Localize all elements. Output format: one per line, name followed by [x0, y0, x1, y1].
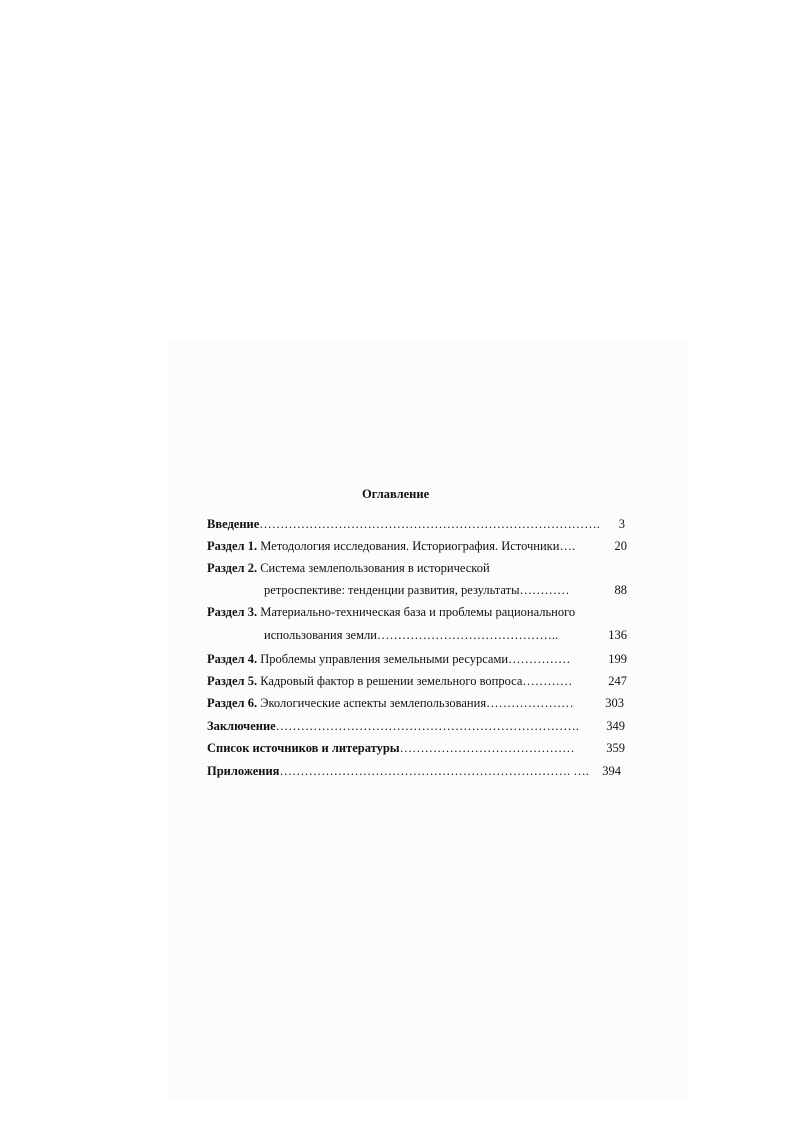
entry-prefix: Раздел 1. — [207, 539, 258, 553]
entry-prefix: Введение — [207, 517, 260, 531]
toc-entry-section-3-continuation — [207, 624, 627, 646]
entry-continuation: использования земли…………………………………….. — [264, 628, 559, 642]
entry-text: Система землепользования в исторической — [257, 561, 490, 575]
entry-continuation: ретроспективе: тенденции развития, результаты………… — [264, 583, 570, 597]
entry-prefix: Раздел 4. — [207, 652, 258, 666]
toc-entry-introduction — [207, 513, 627, 535]
entry-prefix: Список источников и литературы — [207, 741, 400, 755]
toc-title: Оглавление — [362, 487, 430, 501]
toc-entry-section-3 — [207, 601, 627, 623]
entry-text: ………………………………………………………………………. — [259, 517, 600, 531]
entry-text: Материально-техническая база и проблемы рационального — [257, 605, 576, 619]
entry-prefix: Заключение — [207, 719, 276, 733]
entry-prefix: Раздел 3. — [207, 605, 258, 619]
entry-prefix: Раздел 2. — [207, 561, 258, 575]
toc-entry-section-1 — [207, 535, 627, 557]
entry-page-number: 88 — [614, 583, 627, 597]
toc-entry-section-6 — [207, 692, 627, 714]
entry-text: Методология исследования. Историография. Источники…. — [257, 539, 576, 553]
entry-page-number: 199 — [608, 652, 627, 666]
toc-entry-section-5 — [207, 670, 627, 692]
toc-entry-conclusion — [207, 715, 627, 737]
entry-text: Кадровый фактор в решении земельного вопроса………… — [257, 674, 573, 688]
entry-text: Экологические аспекты землепользования………………… — [257, 696, 574, 710]
entry-page-number: 394 — [602, 764, 621, 778]
toc-entry-appendices — [207, 760, 627, 782]
toc-entry-section-2 — [207, 557, 627, 579]
entry-page-number: 136 — [608, 628, 627, 642]
entry-page-number: 3 — [618, 517, 625, 531]
entry-prefix: Раздел 6. — [207, 696, 258, 710]
entry-page-number: 247 — [608, 674, 627, 688]
toc-entry-section-4 — [207, 648, 627, 670]
entry-page-number: 20 — [614, 539, 627, 553]
entry-text: ……………………………………………………………. …. — [279, 764, 589, 778]
entry-prefix: Приложения — [207, 764, 280, 778]
entry-page-number: 303 — [605, 696, 624, 710]
entry-text: Проблемы управления земельными ресурсами…………… — [257, 652, 571, 666]
toc-entry-section-2-continuation — [207, 579, 627, 601]
toc-entry-bibliography — [207, 737, 627, 759]
entry-text: ………………………………………………………………. — [275, 719, 579, 733]
entry-page-number: 349 — [606, 719, 625, 733]
entry-page-number: 359 — [606, 741, 625, 755]
entry-prefix: Раздел 5. — [207, 674, 258, 688]
entry-text: …………………………………… — [399, 741, 575, 755]
